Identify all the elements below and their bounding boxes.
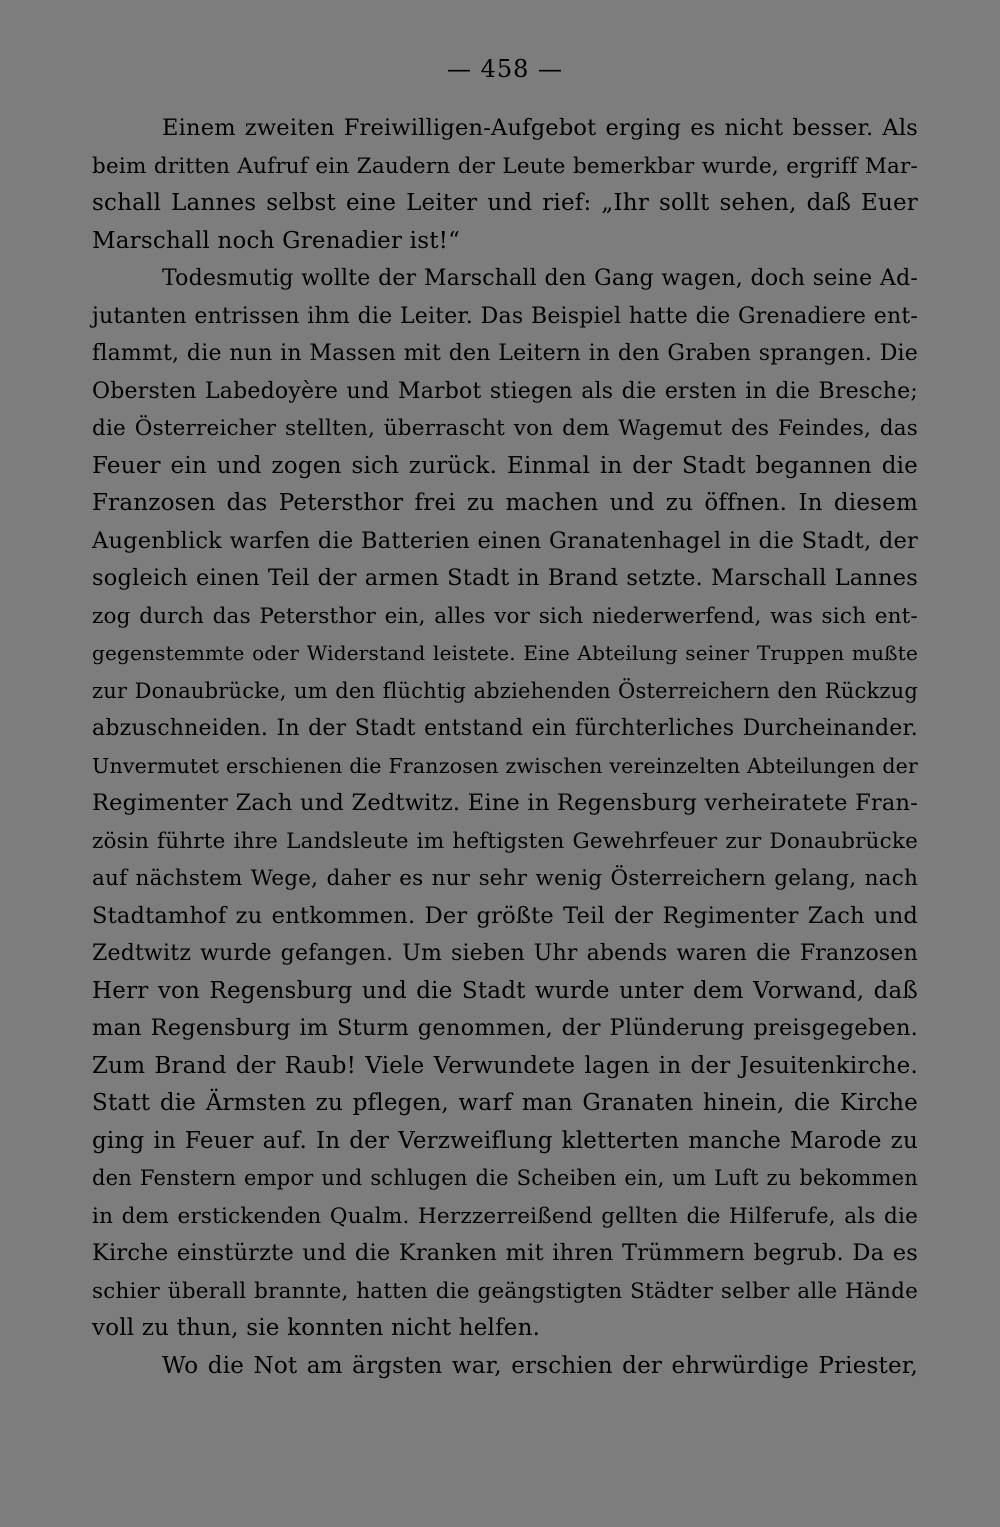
text-line: beim dritten Aufruf ein Zaudern der Leute bemerkbar wurde, ergriff Mar- xyxy=(92,153,918,179)
text-line: Zedtwitz wurde gefangen. Um sieben Uhr abends waren die Franzosen xyxy=(92,941,918,966)
text-line: voll zu thun, sie konnten nicht helfen. xyxy=(92,1315,541,1341)
text-line: in dem erstickenden Qualm. Herzzerreißend gellten die Hilferufe, als die xyxy=(92,1203,918,1229)
text-line: Zum Brand der Raub! Viele Verwundete lagen in der Jesuitenkirche. xyxy=(92,1052,918,1079)
text-line: Kirche einstürzte und die Kranken mit ihren Trümmern begrub. Da es xyxy=(92,1240,918,1266)
paragraph-3 xyxy=(92,1348,918,1386)
text-line: Feuer ein und zogen sich zurück. Einmal in der Stadt begannen die xyxy=(92,452,918,479)
text-line: zösin führte ihre Landsleute im heftigsten Gewehrfeuer zur Donaubrücke xyxy=(92,828,918,854)
text-line: den Fenstern empor und schlugen die Scheiben ein, um Luft zu bekommen xyxy=(92,1166,918,1190)
text-line: Unvermutet erschienen die Franzosen zwischen vereinzelten Abteilungen der xyxy=(92,753,918,778)
text-line: Todesmutig wollte der Marschall den Gang wagen, doch seine Ad- xyxy=(162,266,918,291)
text-line: Augenblick warfen die Batterien einen Granatenhagel in die Stadt, der xyxy=(92,527,918,554)
text-line: zur Donaubrücke, um den flüchtig abziehenden Österreichern den Rückzug xyxy=(92,678,918,703)
text-line: zog durch das Petersthor ein, alles vor sich niederwerfend, was sich ent- xyxy=(92,603,918,629)
paragraph-2 xyxy=(92,260,918,1348)
text-line: Einem zweiten Freiwilligen-Aufgebot erging es nicht besser. Als xyxy=(162,115,918,141)
text-line: Wo die Not am ärgsten war, erschien der ehrwürdige Priester, xyxy=(162,1352,918,1379)
paragraph-1 xyxy=(92,110,918,260)
text-line: die Österreicher stellten, überrascht von dem Wagemut des Feindes, das xyxy=(92,416,918,441)
text-line: ging in Feuer auf. In der Verzweiflung kletterten manche Marode zu xyxy=(92,1127,918,1154)
text-line: auf nächstem Wege, daher es nur sehr wenig Österreichern gelang, nach xyxy=(92,866,918,891)
text-line: Stadtamhof zu entkommen. Der größte Teil der Regimenter Zach und xyxy=(92,902,918,929)
text-line: man Regensburg im Sturm genommen, der Plünderung preisgegeben. xyxy=(92,1015,918,1041)
text-line: Regimenter Zach und Zedtwitz. Eine in Regensburg verheiratete Fran- xyxy=(92,790,918,816)
text-line: gegenstemmte oder Widerstand leistete. Eine Abteilung seiner Truppen mußte xyxy=(92,641,918,665)
text-line: Marschall noch Grenadier ist!“ xyxy=(92,227,461,254)
text-line: schier überall brannte, hatten die geängstigten Städter selber alle Hände xyxy=(92,1278,918,1304)
text-line: Statt die Ärmsten zu pflegen, warf man Granaten hinein, die Kirche xyxy=(92,1090,918,1116)
text-line: sogleich einen Teil der armen Stadt in Brand setzte. Marschall Lannes xyxy=(92,565,918,591)
text-line: Obersten Labedoyère und Marbot stiegen als die ersten in die Bresche; xyxy=(92,378,918,404)
text-line: Herr von Regensburg und die Stadt wurde unter dem Vorwand, daß xyxy=(92,977,918,1004)
page-number: — 458 — xyxy=(446,55,564,83)
text-line: abzuschneiden. In der Stadt entstand ein fürchterliches Durcheinander. xyxy=(92,716,918,741)
text-line: jutanten entrissen ihm die Leiter. Das Beispiel hatte die Grenadiere ent- xyxy=(92,303,918,329)
text-line: Franzosen das Petersthor frei zu machen und zu öffnen. In diesem xyxy=(92,490,918,516)
text-line: flammt, die nun in Massen mit den Leitern in den Graben sprangen. Die xyxy=(92,341,918,366)
text-line: schall Lannes selbst eine Leiter und rief: „Ihr sollt sehen, daß Euer xyxy=(92,190,918,216)
